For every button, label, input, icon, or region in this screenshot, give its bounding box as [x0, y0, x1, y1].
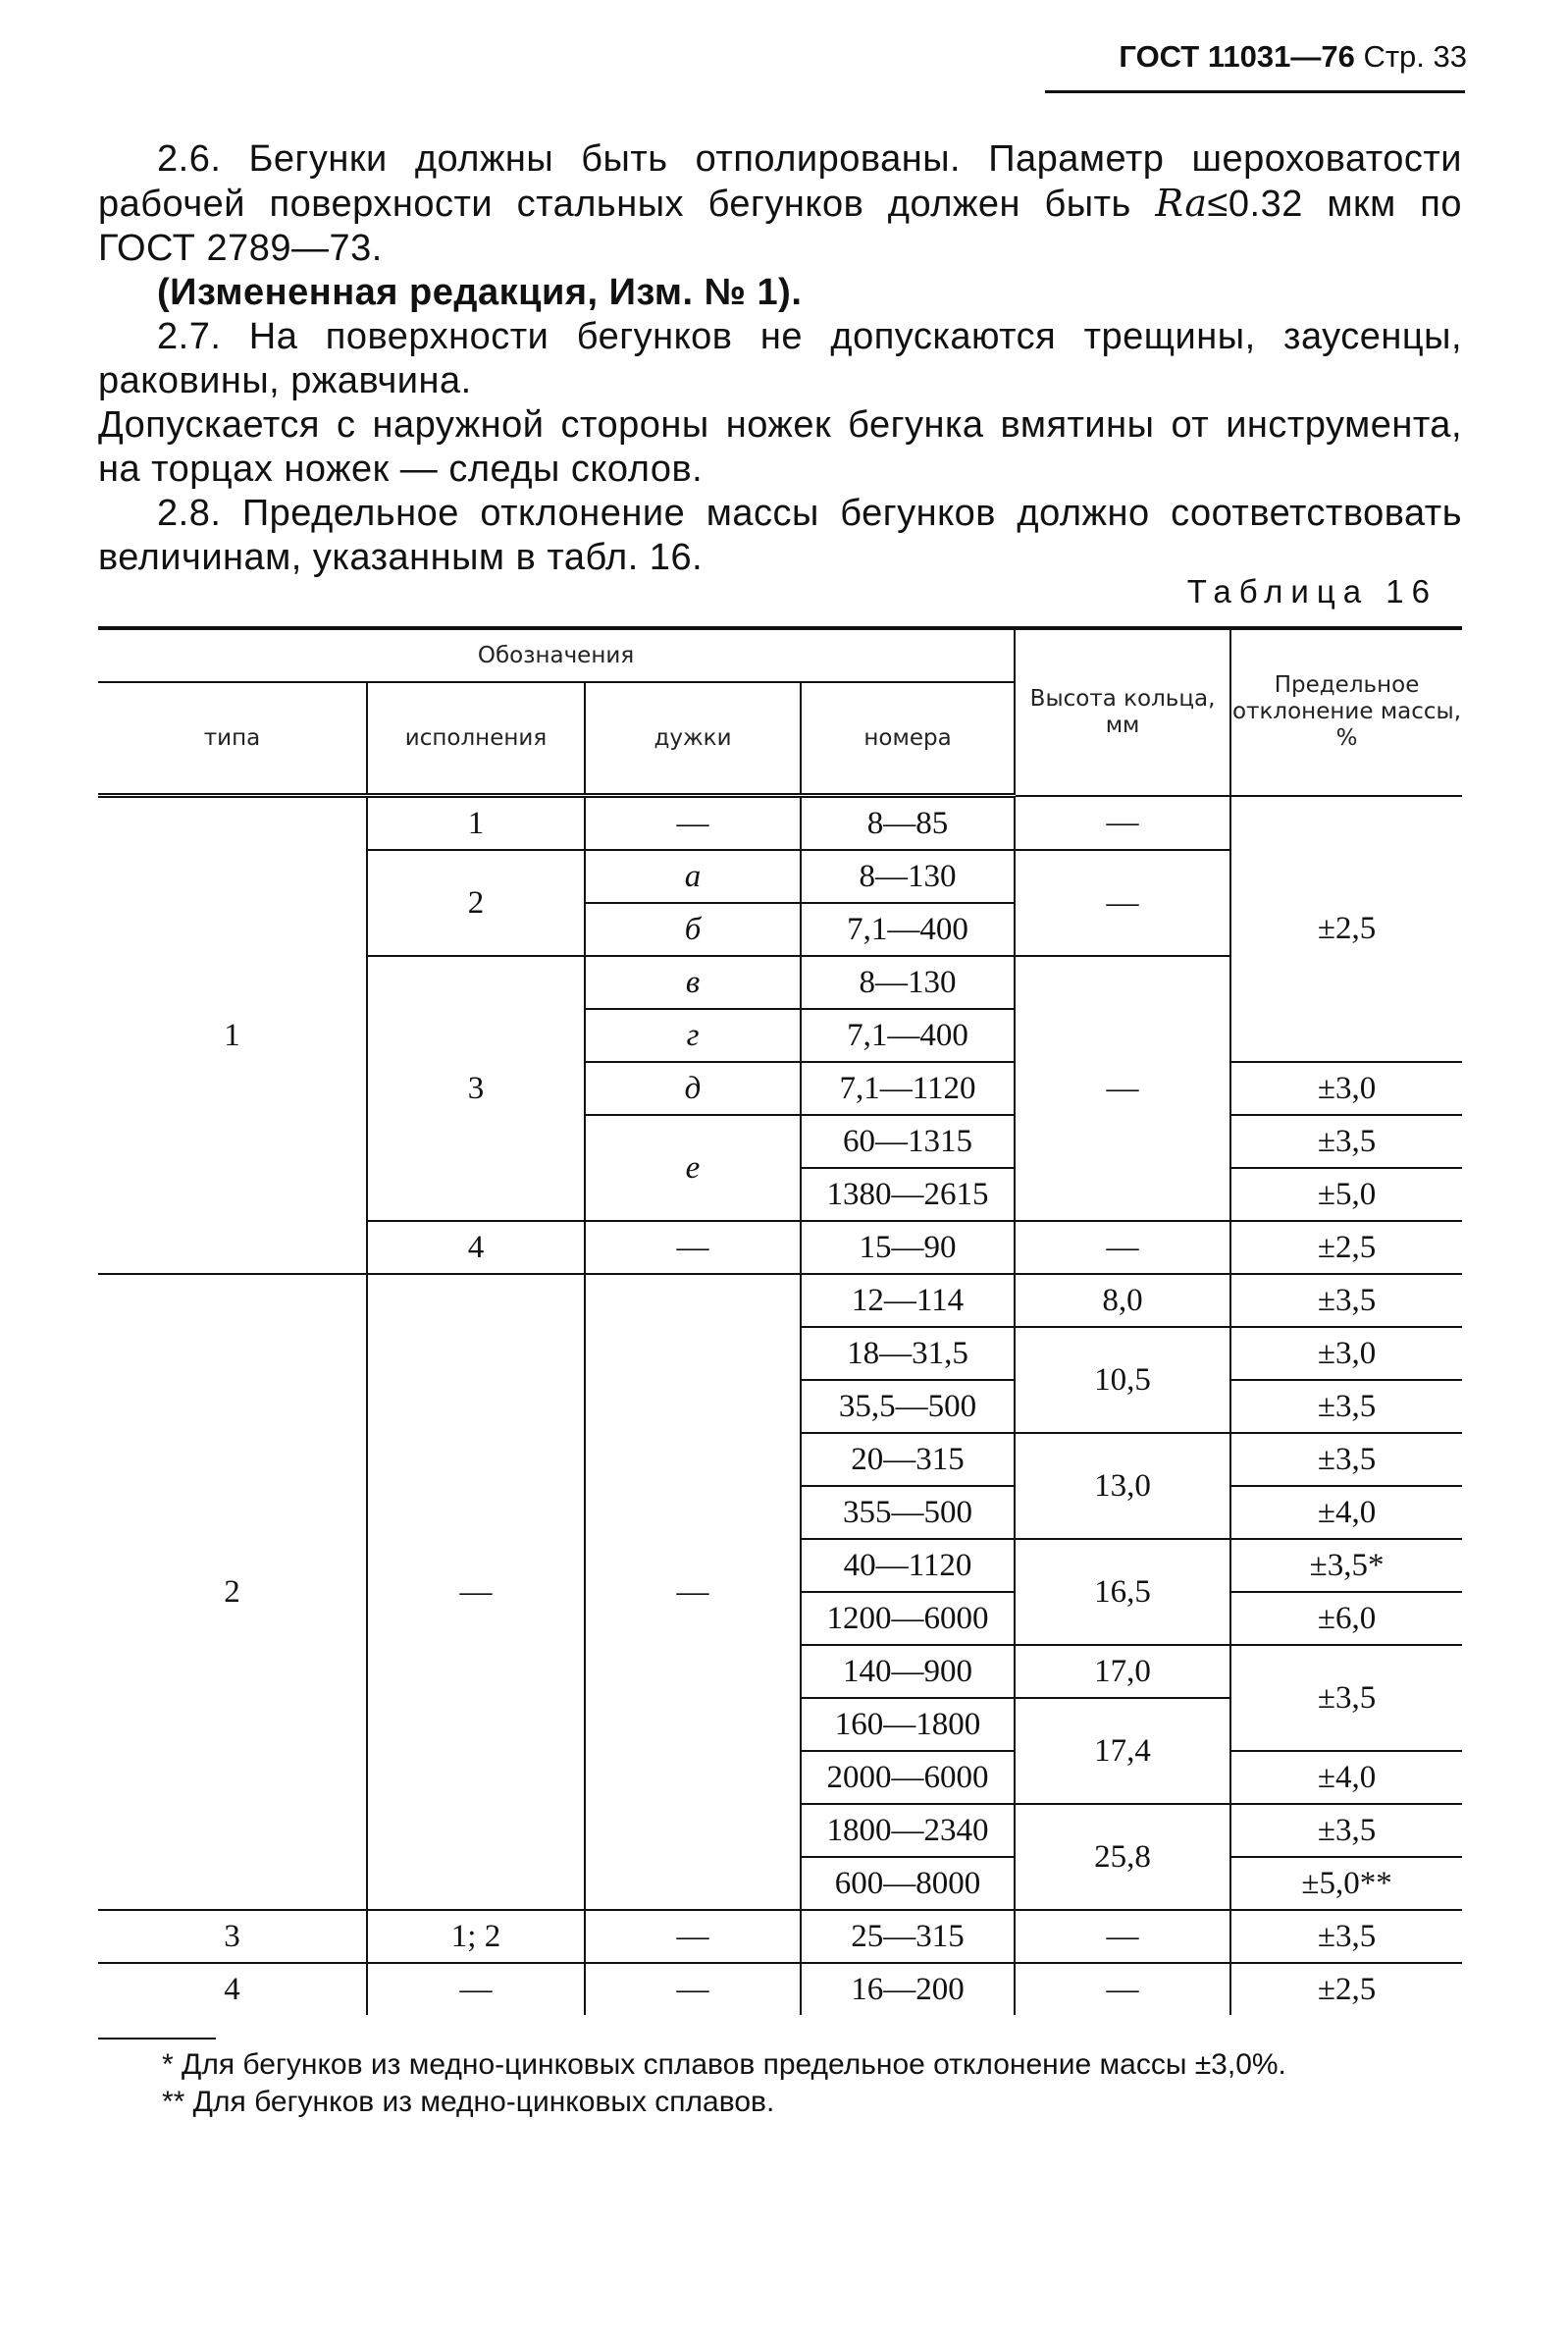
deviation-cell: ±3,0: [1230, 1327, 1462, 1380]
number-cell: 20—315: [801, 1433, 1015, 1486]
deviation-cell: ±3,5: [1230, 1380, 1462, 1433]
height-cell: —: [1015, 1910, 1230, 1963]
deviation-cell: ±3,5: [1230, 1115, 1462, 1168]
number-cell: 140—900: [801, 1645, 1015, 1698]
deviation-cell: ±3,5: [1230, 1804, 1462, 1857]
footnote-2: ** Для бегунков из медно-цинковых сплавов.: [162, 2086, 775, 2118]
number-cell: 7,1—1120: [801, 1062, 1015, 1115]
number-cell: 18—31,5: [801, 1327, 1015, 1380]
deviation-cell: ±3,5*: [1230, 1539, 1462, 1592]
paragraph-2-7: 2.7. На поверхности бегунков не допускаются трещины, заусенцы, раковины, ржавчина.: [98, 316, 1462, 401]
number-cell: 1200—6000: [801, 1592, 1015, 1645]
header-rule: [1045, 90, 1465, 93]
page-header: [1045, 39, 1467, 75]
height-cell: 17,0: [1015, 1645, 1230, 1698]
variant-cell: 1; 2: [367, 1910, 585, 1963]
number-cell: 355—500: [801, 1486, 1015, 1539]
variant-cell: —: [367, 1274, 585, 1910]
deviation-cell: ±3,0: [1230, 1062, 1462, 1115]
footnotes: [98, 2046, 1462, 2121]
type-cell: 3: [98, 1910, 367, 1963]
header-height: Высота кольца, мм: [1015, 628, 1230, 796]
bow-cell: б: [585, 903, 801, 956]
table-16: [98, 626, 1462, 2015]
height-cell: —: [1015, 1963, 1230, 2015]
number-cell: 1380—2615: [801, 1168, 1015, 1221]
height-cell: —: [1015, 850, 1230, 956]
bow-cell: в: [585, 956, 801, 1009]
table-caption: Таблица 16: [1186, 573, 1437, 609]
bow-cell: д: [585, 1062, 801, 1115]
table-row: [98, 1910, 1462, 1963]
deviation-cell: ±2,5: [1230, 796, 1462, 1063]
deviation-cell: ±2,5: [1230, 1963, 1462, 2015]
variant-cell: 3: [367, 956, 585, 1221]
deviation-cell: ±4,0: [1230, 1486, 1462, 1539]
number-cell: 7,1—400: [801, 903, 1015, 956]
type-cell: 4: [98, 1963, 367, 2015]
bow-cell: —: [585, 796, 801, 851]
number-cell: 1800—2340: [801, 1804, 1015, 1857]
bow-cell: —: [585, 1963, 801, 2015]
number-cell: 8—130: [801, 956, 1015, 1009]
type-cell: 2: [98, 1274, 367, 1910]
height-cell: 16,5: [1015, 1539, 1230, 1645]
bow-cell: е: [585, 1115, 801, 1221]
number-cell: 7,1—400: [801, 1009, 1015, 1062]
height-cell: 17,4: [1015, 1698, 1230, 1804]
height-cell: —: [1015, 956, 1230, 1221]
deviation-cell: ±2,5: [1230, 1221, 1462, 1274]
footnote-1: * Для бегунков из медно-цинковых сплавов предельное отклонение массы ±3,0%.: [162, 2048, 1286, 2081]
number-cell: 16—200: [801, 1963, 1015, 2015]
bow-cell: —: [585, 1274, 801, 1910]
deviation-cell: ±3,5: [1230, 1433, 1462, 1486]
number-cell: 8—130: [801, 850, 1015, 903]
bow-cell: —: [585, 1910, 801, 1963]
deviation-cell: ±5,0: [1230, 1168, 1462, 1221]
deviation-cell: ±3,5: [1230, 1274, 1462, 1327]
header-variant: исполнения: [367, 682, 585, 796]
document-code: ГОСТ 11031—76: [1119, 39, 1355, 74]
bow-cell: г: [585, 1009, 801, 1062]
deviation-cell: ±6,0: [1230, 1592, 1462, 1645]
page-number: Стр. 33: [1363, 39, 1467, 74]
paragraph-2-7-cont: Допускается с наружной стороны ножек бегунка вмятины от инструмента, на торцах ножек — следы сколов.: [98, 404, 1462, 490]
number-cell: 15—90: [801, 1221, 1015, 1274]
height-cell: 8,0: [1015, 1274, 1230, 1327]
height-cell: 25,8: [1015, 1804, 1230, 1910]
number-cell: 12—114: [801, 1274, 1015, 1327]
height-cell: 13,0: [1015, 1433, 1230, 1539]
type-cell: 1: [98, 796, 367, 1275]
amendment-note: (Измененная редакция, Изм. № 1).: [157, 272, 803, 313]
paragraph-2-8: 2.8. Предельное отклонение массы бегунков должно соответствовать величинам, указанным в табл. 16.: [98, 493, 1462, 578]
number-cell: 40—1120: [801, 1539, 1015, 1592]
ra-symbol: Ra: [1155, 182, 1208, 225]
deviation-cell: ±3,5: [1230, 1645, 1462, 1751]
table-row: [98, 1963, 1462, 2015]
header-number: номера: [801, 682, 1015, 796]
variant-cell: 4: [367, 1221, 585, 1274]
variant-cell: —: [367, 1963, 585, 2015]
paragraph-2-6: 2.6. Бегунки должны быть отполированы. Параметр шероховатости рабочей поверхности стальных бегунков должен быть Ra≤0.32 мкм по ГОСТ 2789—73.: [98, 138, 1463, 269]
number-cell: 8—85: [801, 796, 1015, 851]
height-cell: —: [1015, 796, 1230, 851]
bow-cell: —: [585, 1221, 801, 1274]
header-bow: дужки: [585, 682, 801, 796]
variant-cell: 1: [367, 796, 585, 851]
deviation-cell: ±4,0: [1230, 1751, 1462, 1804]
body-text: [98, 137, 1462, 580]
deviation-cell: ±3,5: [1230, 1910, 1462, 1963]
header-type: типа: [98, 682, 367, 796]
number-cell: 60—1315: [801, 1115, 1015, 1168]
height-cell: —: [1015, 1221, 1230, 1274]
variant-cell: 2: [367, 850, 585, 956]
number-cell: 25—315: [801, 1910, 1015, 1963]
number-cell: 160—1800: [801, 1698, 1015, 1751]
number-cell: 35,5—500: [801, 1380, 1015, 1433]
header-designations: Обозначения: [98, 628, 1015, 682]
bow-cell: а: [585, 850, 801, 903]
number-cell: 600—8000: [801, 1857, 1015, 1910]
header-deviation: Предельное отклонение массы, %: [1230, 628, 1462, 796]
table-row: [98, 796, 1462, 851]
footnote-rule: [98, 2038, 216, 2040]
deviation-cell: ±5,0**: [1230, 1857, 1462, 1910]
number-cell: 2000—6000: [801, 1751, 1015, 1804]
table-row: [98, 1274, 1462, 1327]
height-cell: 10,5: [1015, 1327, 1230, 1433]
